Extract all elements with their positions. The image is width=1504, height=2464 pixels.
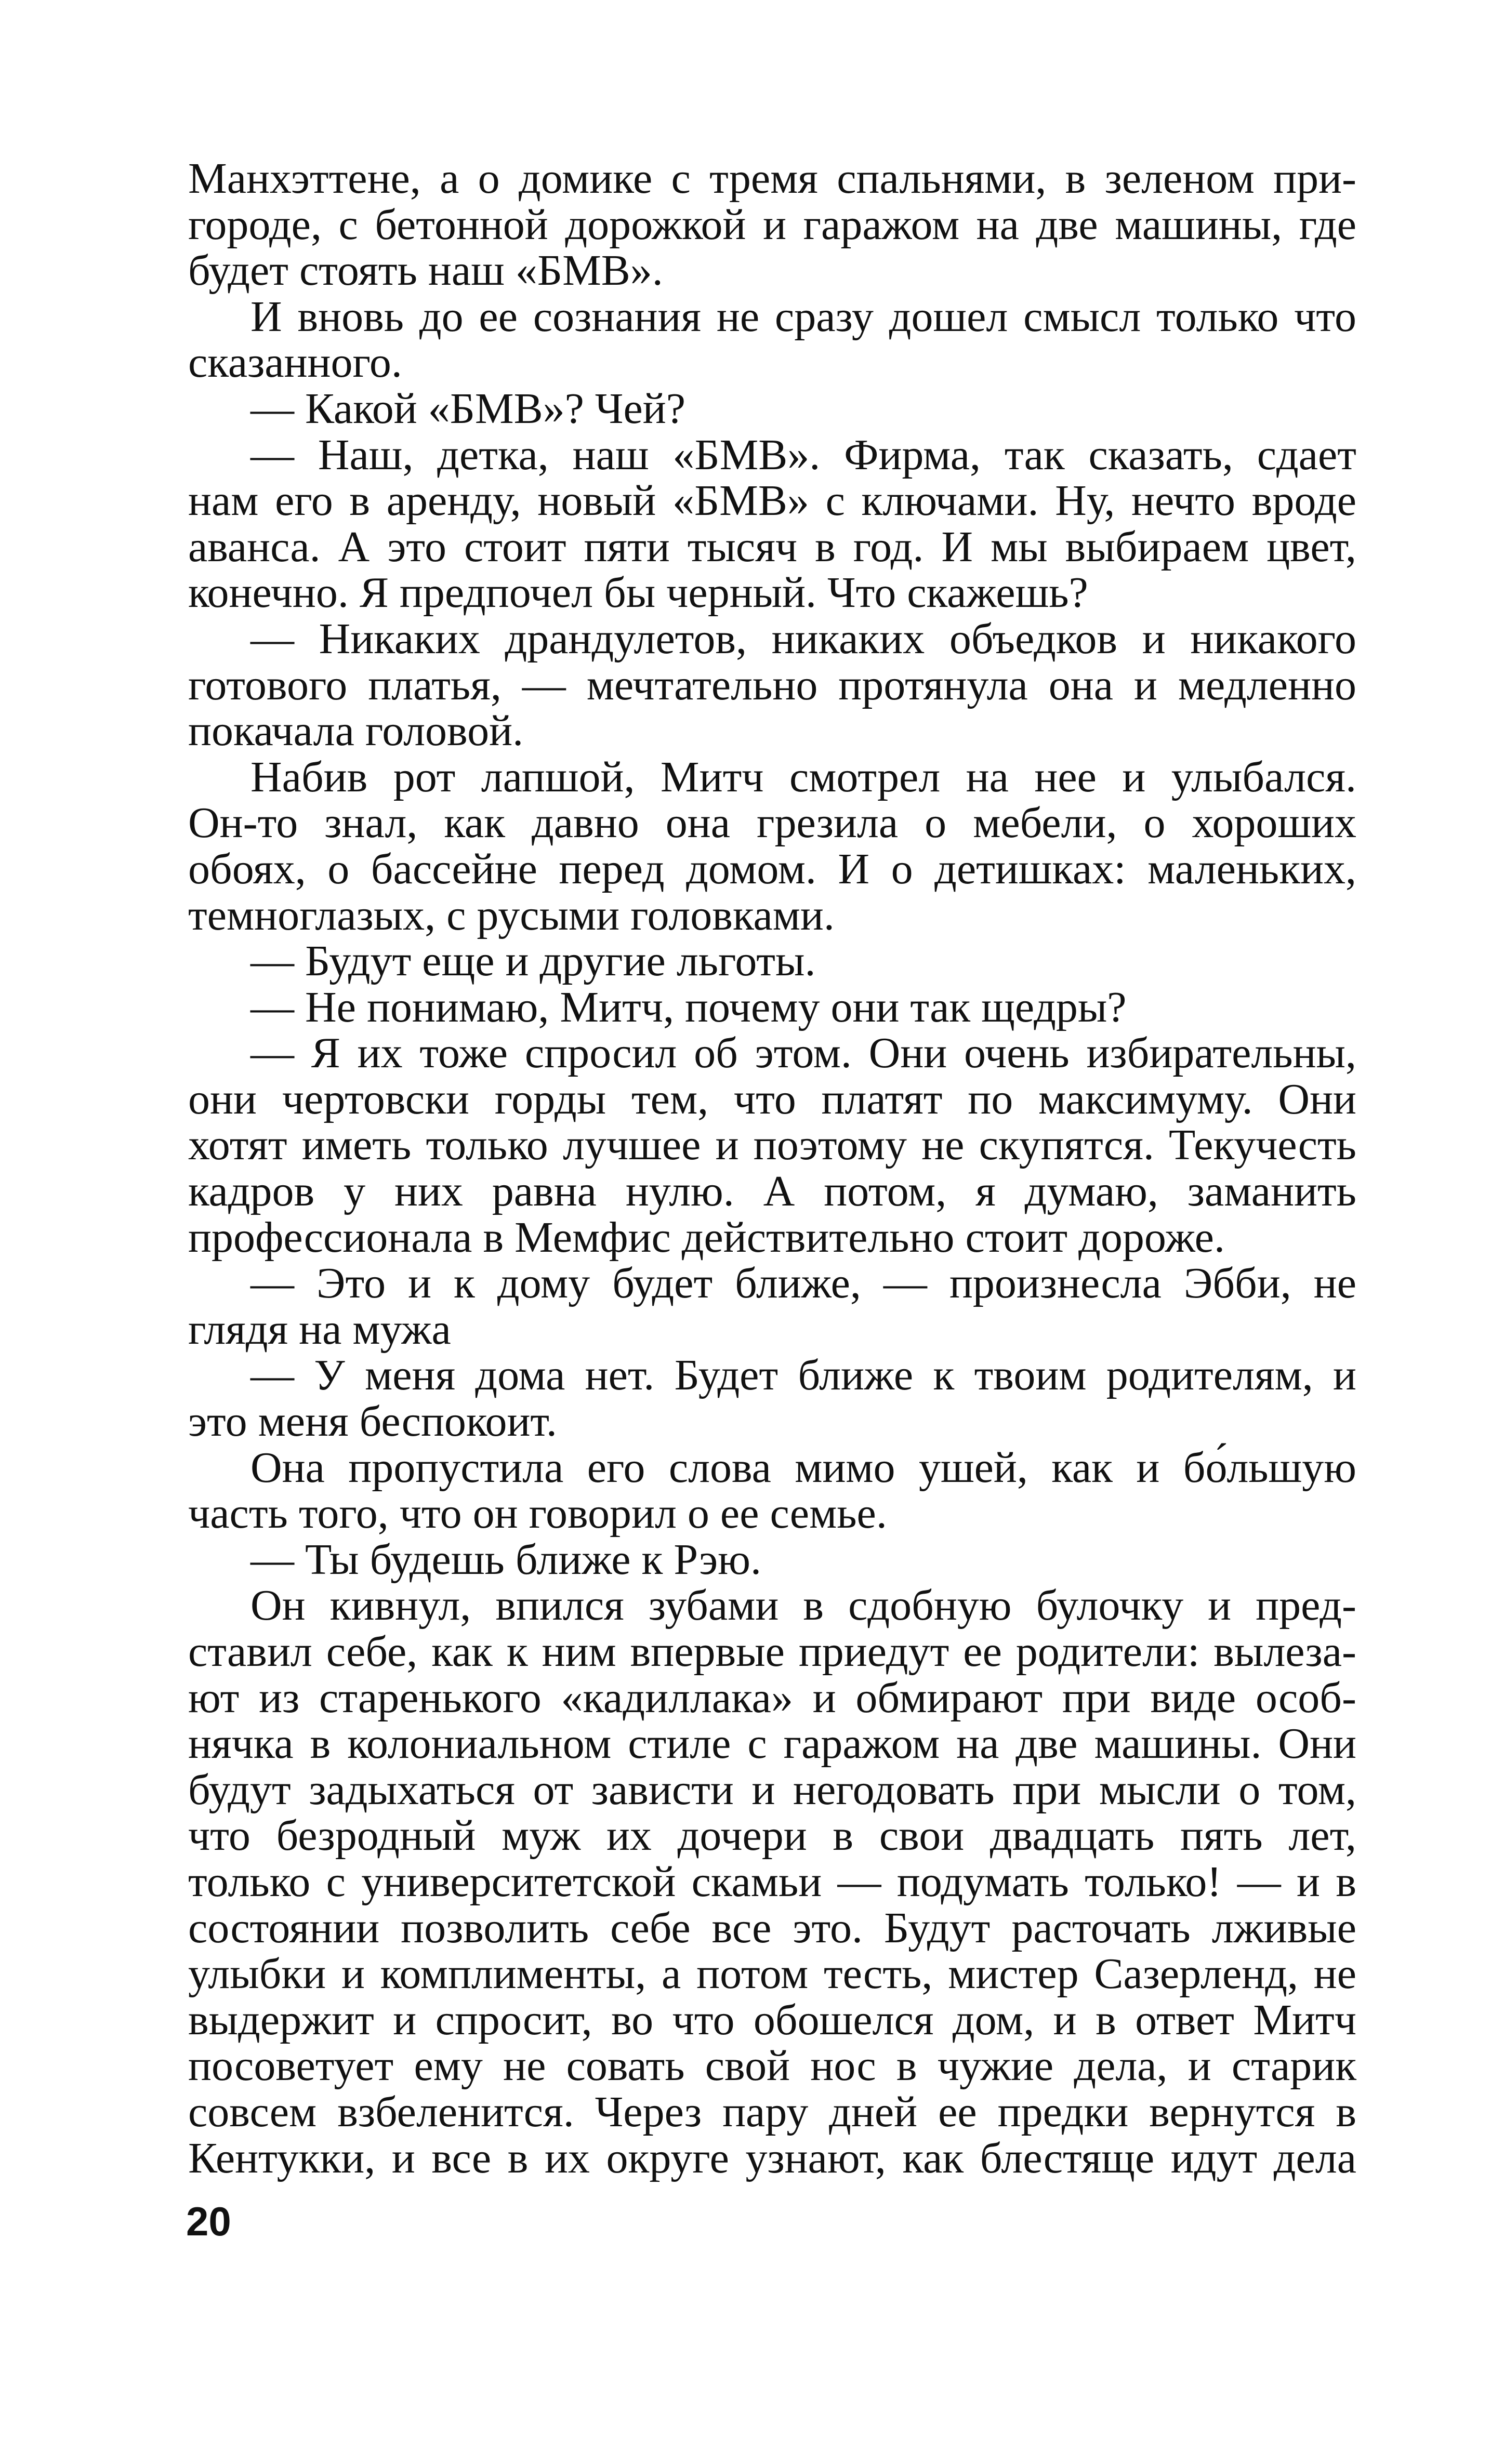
text-line: городе, с бетонной дорожкой и гаражом на две машины, где [188, 200, 1356, 249]
text-line: будет стоять наш «БМВ». [188, 246, 663, 295]
text-line: Манхэттене, а о домике с тремя спальнями, в зеленом при- [188, 154, 1356, 203]
text-line: обоях, о бассейне перед домом. И о детишках: маленьких, [188, 844, 1356, 893]
text-line: Кентукки, и все в их округе узнают, как блестяще идут дела [188, 2134, 1356, 2182]
text-line: будут задыхаться от зависти и негодовать при мысли о том, [188, 1765, 1356, 1814]
text-line: профессионала в Мемфис действительно стоит дороже. [188, 1213, 1225, 1262]
text-line: Он кивнул, впился зубами в сдобную булочку и пред- [250, 1581, 1356, 1630]
text-line: улыбки и комплименты, а потом тесть, мистер Сазерленд, не [188, 1950, 1356, 1998]
text-line: посоветует ему не совать свой нос в чужие дела, и старик [188, 2042, 1356, 2090]
text-line: — Наш, детка, наш «БМВ». Фирма, так сказать, сдает [250, 430, 1356, 479]
text-line: нячка в колониальном стиле с гаражом на две машины. Они [188, 1719, 1356, 1768]
text-line: — Какой «БМВ»? Чей? [250, 384, 686, 433]
text-line: кадров у них равна нулю. А потом, я думаю, заманить [188, 1167, 1356, 1216]
text-line: Набив рот лапшой, Митч смотрел на нее и улыбался. [250, 752, 1356, 801]
text-line: часть того, что он говорил о ее семье. [188, 1489, 887, 1538]
text-line: конечно. Я предпочел бы черный. Что скажешь? [188, 568, 1088, 617]
text-line: сказанного. [188, 338, 402, 387]
text-line: что безродный муж их дочери в свои двадцать пять лет, [188, 1811, 1356, 1860]
text-line: выдержит и спросит, во что обошелся дом, и в ответ Митч [188, 1995, 1356, 2044]
text-line: нам его в аренду, новый «БМВ» с ключами. Ну, нечто вроде [188, 476, 1356, 525]
text-line: ставил себе, как к ним впервые приедут ее родители: вылеза- [188, 1627, 1356, 1676]
text-line: — Это и к дому будет ближе, — произнесла Эбби, не [250, 1259, 1356, 1308]
text-line: ют из старенького «кадиллака» и обмирают при виде особ- [188, 1673, 1356, 1722]
text-line: покачала головой. [188, 707, 524, 756]
text-line: Она пропустила его слова мимо ушей, как и бо́льшую [250, 1443, 1356, 1492]
text-line: совсем взбеленится. Через пару дней ее предки вернутся в [188, 2087, 1356, 2136]
page-number: 20 [186, 2198, 231, 2244]
text-line: готового платья, — мечтательно протянула она и медленно [188, 660, 1356, 709]
text-line: это меня беспокоит. [188, 1397, 557, 1446]
text-line: — Не понимаю, Митч, почему они так щедры? [250, 983, 1127, 1031]
text-line: темноглазых, с русыми головками. [188, 891, 835, 939]
text-line: — У меня дома нет. Будет ближе к твоим родителям, и [250, 1351, 1356, 1400]
text-line: хотят иметь только лучшее и поэтому не скупятся. Текучесть [188, 1121, 1356, 1170]
text-line: они чертовски горды тем, что платят по максимуму. Они [188, 1075, 1356, 1123]
text-line: Он-то знал, как давно она грезила о мебели, о хороших [188, 799, 1356, 847]
text-line: И вновь до ее сознания не сразу дошел смысл только что [250, 292, 1356, 341]
text-line: — Ты будешь ближе к Рэю. [250, 1535, 761, 1584]
book-page-text [188, 156, 1356, 2181]
text-line: — Никаких драндулетов, никаких объедков и никакого [250, 614, 1356, 663]
text-line: аванса. А это стоит пяти тысяч в год. И мы выбираем цвет, [188, 522, 1356, 571]
text-line: только с университетской скамьи — подумать только! — и в [188, 1857, 1356, 1906]
text-line: — Будут еще и другие льготы. [250, 937, 816, 986]
text-line: состоянии позволить себе все это. Будут расточать лживые [188, 1903, 1356, 1952]
text-line: глядя на мужа [188, 1305, 451, 1354]
text-line: — Я их тоже спросил об этом. Они очень избирательны, [250, 1029, 1356, 1078]
